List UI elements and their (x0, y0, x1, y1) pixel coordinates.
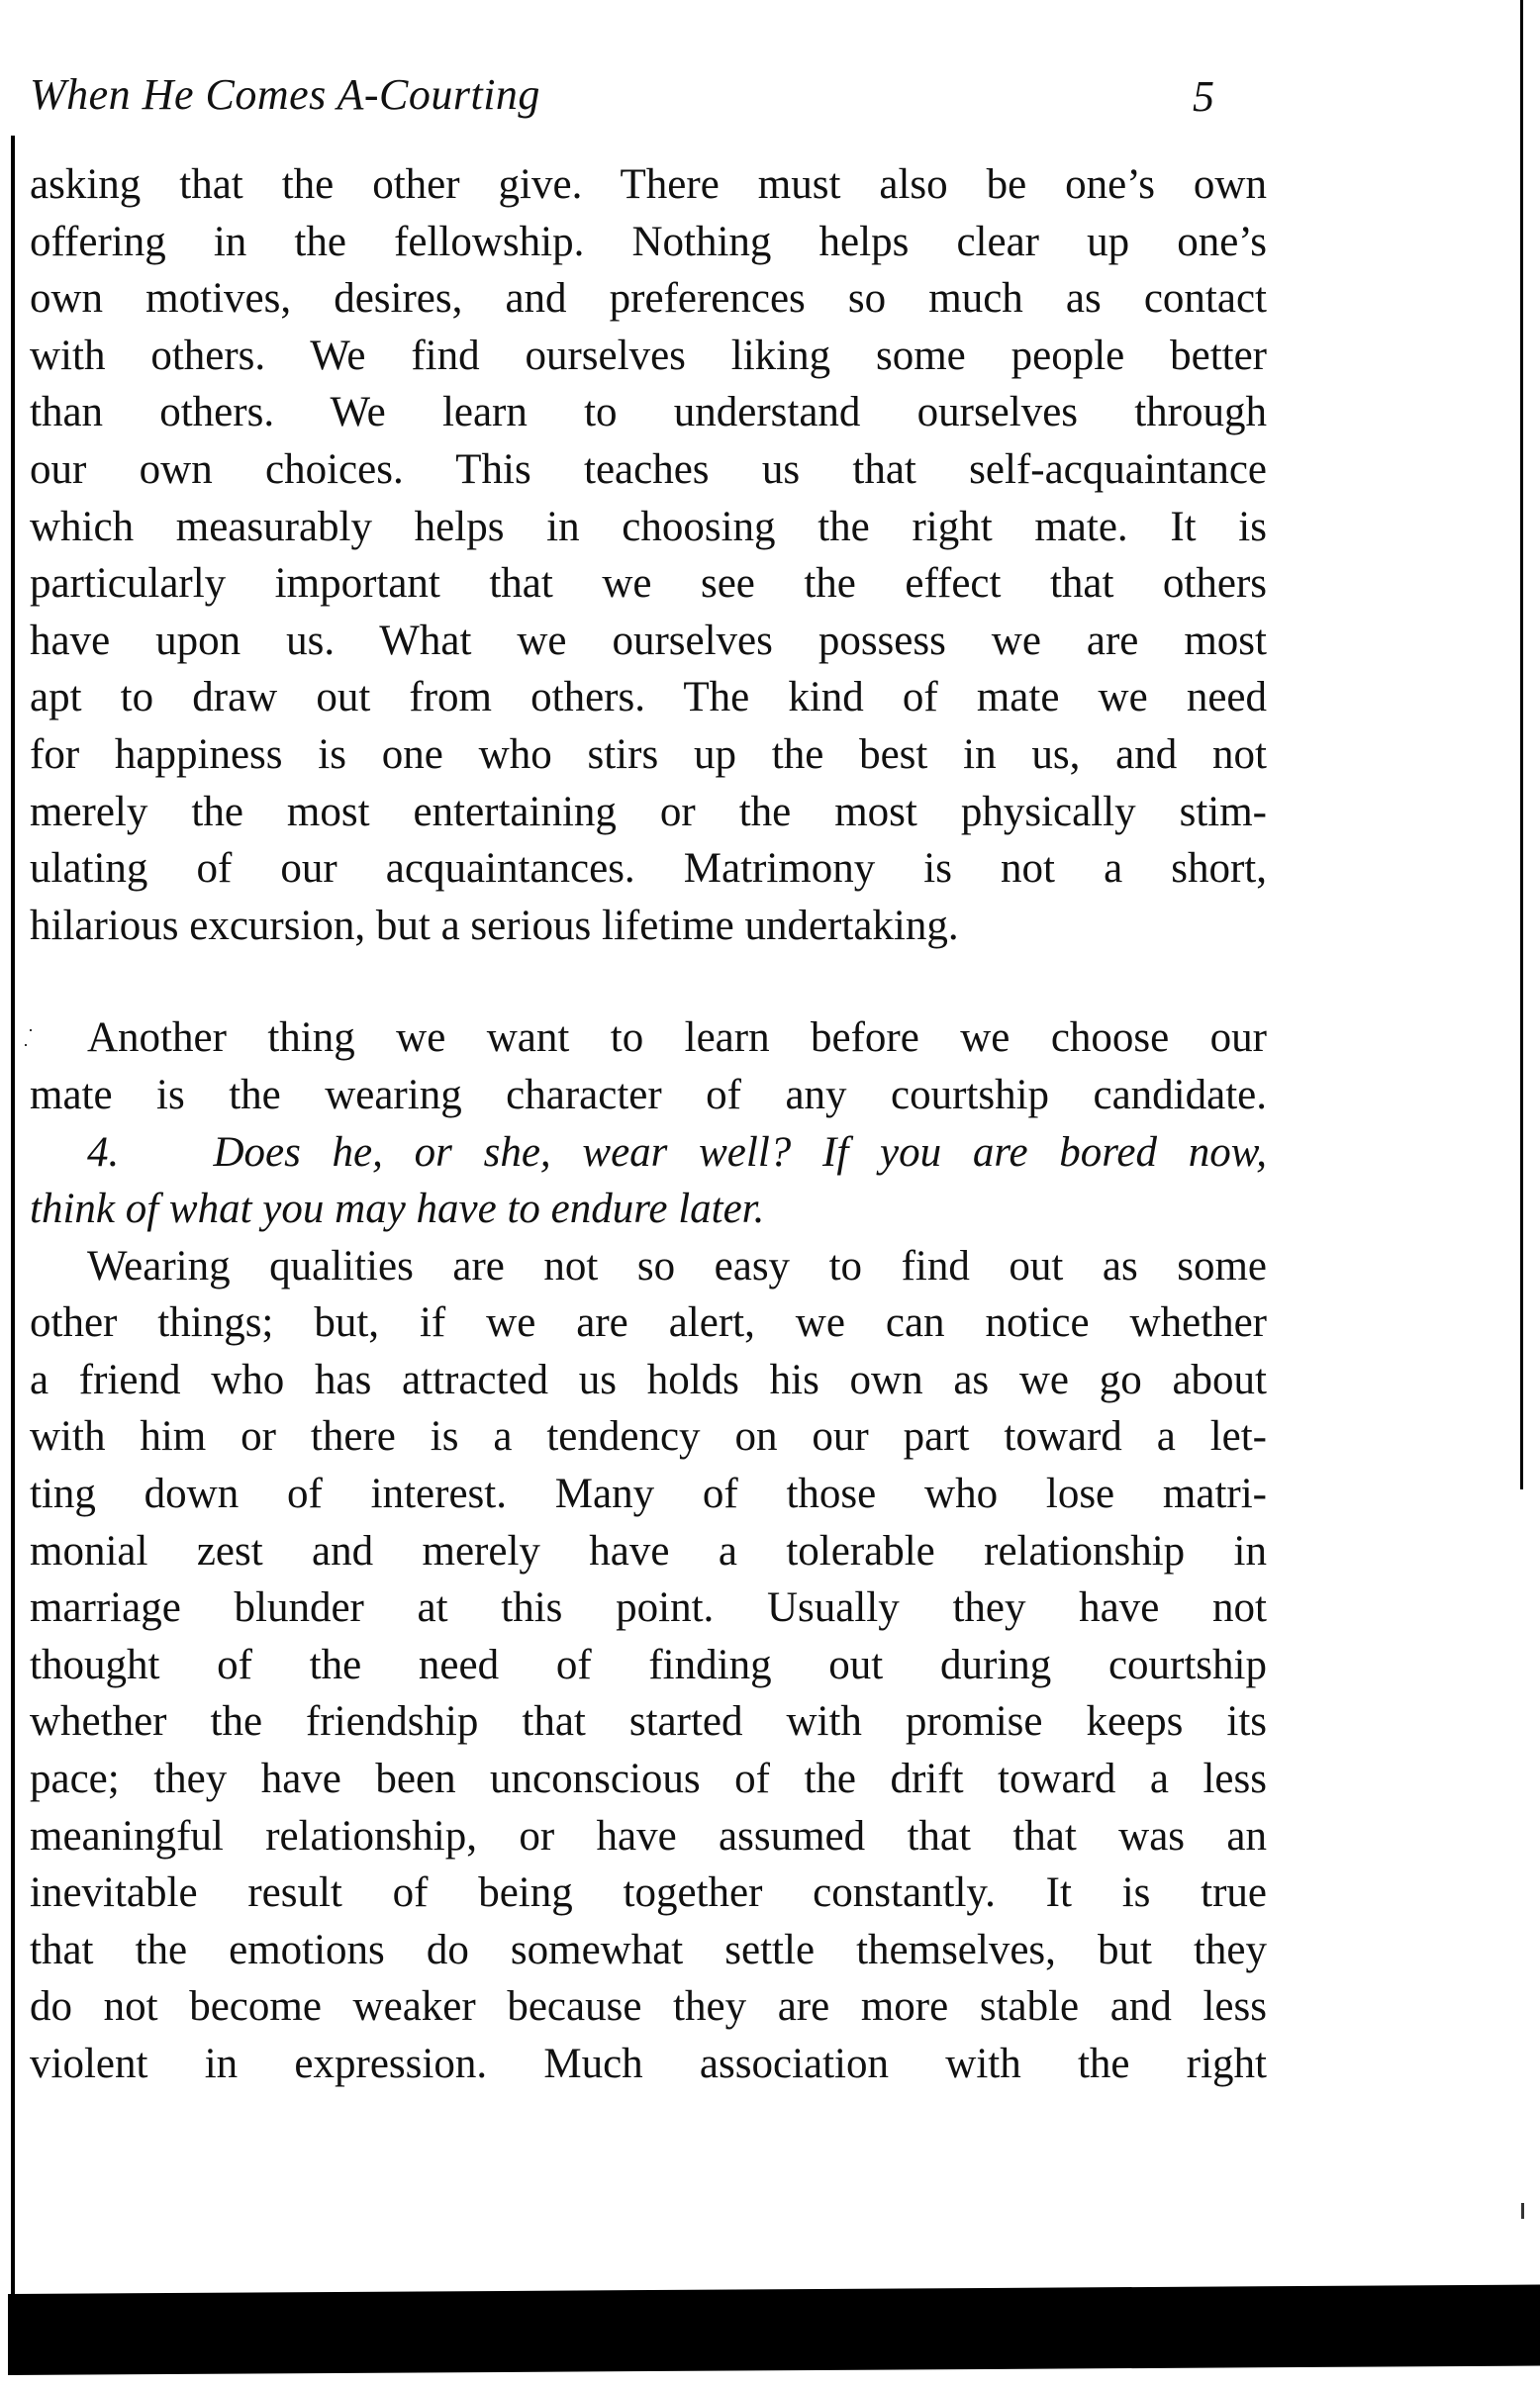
text-line: ting down of interest. Many of those who lose matri- (30, 1471, 1267, 1518)
text-line: particularly important that we see the effect that others (30, 560, 1267, 608)
scan-border-left (11, 136, 15, 2303)
question-text: Does he, or she, wear well? If you are bored now, (213, 1128, 1267, 1176)
scan-speck (25, 1044, 27, 1046)
text-line: with others. We find ourselves liking some people better (30, 332, 1267, 379)
text-line: a friend who has attracted us holds his own as we go about (30, 1356, 1267, 1403)
scan-speck (30, 1029, 32, 1031)
page-body (30, 156, 1267, 2093)
text-line: offering in the fellowship. Nothing helps clear up one’s (30, 218, 1267, 265)
text-line: Another thing we want to learn before we choose our (87, 1014, 1267, 1062)
text-line: that the emotions do somewhat settle themselves, but they (30, 1926, 1267, 1973)
page-number: 5 (1193, 72, 1214, 121)
text-line: monial zest and merely have a tolerable relationship in (30, 1527, 1267, 1575)
text-line: marriage blunder at this point. Usually they have not (30, 1584, 1267, 1632)
text-line: for happiness is one who stirs up the best in us, and not (30, 730, 1267, 778)
paragraph (30, 1009, 1267, 1123)
question-line (30, 1124, 1267, 1182)
text-line: thought of the need of finding out during courtship (30, 1641, 1267, 1688)
text-line: Wearing qualities are not so easy to find out as some (87, 1242, 1267, 1290)
text-line: pace; they have been unconscious of the drift toward a less (30, 1756, 1267, 1803)
text-line: merely the most entertaining or the most physically stim- (30, 788, 1267, 835)
numbered-question (30, 1124, 1267, 1238)
text-line: mate is the wearing character of any courtship candidate. (30, 1071, 1267, 1118)
running-head-title: When He Comes A-Courting (30, 70, 540, 119)
text-line: do not become weaker because they are more stable and less (30, 1983, 1267, 2031)
scan-bottom-shadow (8, 2285, 1540, 2375)
text-line: hilarious excursion, but a serious lifetime undertaking. (30, 902, 959, 949)
question-line: think of what you may have to endure later. (30, 1186, 765, 1233)
text-line: other things; but, if we are alert, we can notice whether (30, 1299, 1267, 1347)
text-line: with him or there is a tendency on our part toward a let- (30, 1413, 1267, 1461)
text-line: meaningful relationship, or have assumed that that was an (30, 1812, 1267, 1860)
text-line: our own choices. This teaches us that self-acquaintance (30, 445, 1267, 493)
question-number: 4. (87, 1128, 120, 1176)
text-line: violent in expression. Much association with the right (30, 2041, 1267, 2087)
running-head (30, 69, 1267, 129)
scan-border-right (1520, 0, 1523, 1489)
section-break (30, 954, 1267, 1009)
paragraph (30, 1238, 1267, 2093)
text-line: which measurably helps in choosing the right mate. It is (30, 503, 1267, 550)
text-line: inevitable result of being together constantly. It is true (30, 1869, 1267, 1917)
text-line: own motives, desires, and preferences so much as contact (30, 275, 1267, 323)
text-line: ulating of our acquaintances. Matrimony is not a short, (30, 845, 1267, 893)
text-line: apt to draw out from others. The kind of mate we need (30, 674, 1267, 721)
text-line: than others. We learn to understand ourselves through (30, 389, 1267, 436)
scan-speck (1521, 2203, 1524, 2219)
text-line: whether the friendship that started with promise keeps its (30, 1698, 1267, 1746)
paragraph-continued (30, 156, 1267, 954)
text-line: have upon us. What we ourselves possess we are most (30, 617, 1267, 664)
text-line: asking that the other give. There must also be one’s own (30, 161, 1267, 208)
